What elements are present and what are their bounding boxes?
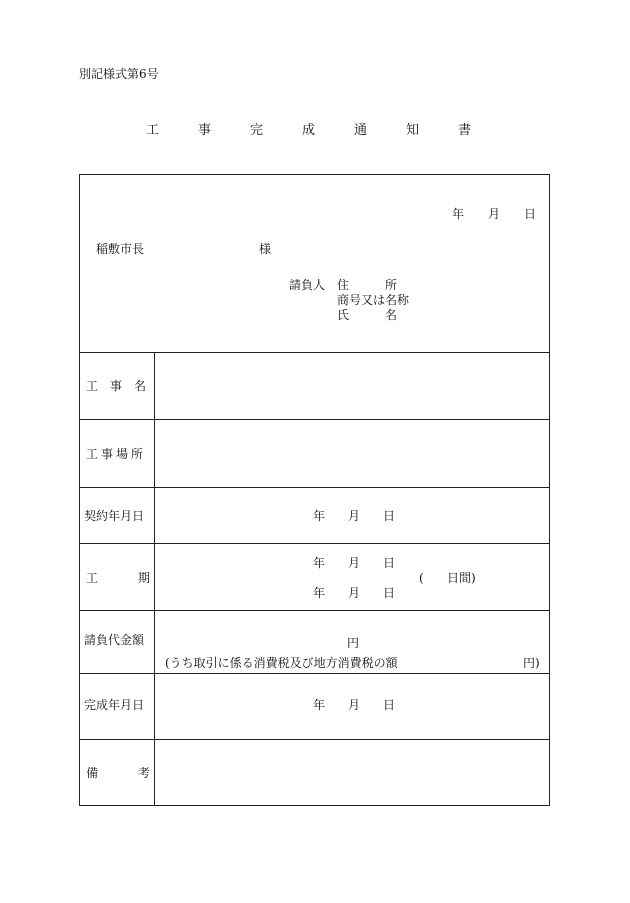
row-divider [79, 419, 550, 420]
row-divider [79, 487, 550, 488]
row-divider [79, 352, 550, 353]
contract-amount-label: 請負代金額 [84, 633, 145, 647]
completion-date-label: 完成年月日 [84, 698, 145, 712]
project-name-label: 工 事 名 [86, 379, 147, 393]
project-location-label: 工事場所 [86, 447, 147, 461]
address-label: 住 所 [337, 278, 398, 292]
period-days-text: 日間) [447, 571, 476, 585]
row-divider [79, 673, 550, 674]
period-end-month: 月 [348, 586, 361, 600]
honorific: 様 [259, 242, 272, 256]
contract-date-year: 年 [313, 509, 326, 523]
header-date-year: 年 [452, 207, 465, 221]
remarks-label-right: 考 [138, 766, 151, 780]
header-date-day: 日 [524, 207, 537, 221]
contract-date-label: 契約年月日 [84, 509, 145, 523]
tax-note: (うち取引に係る消費税及び地方消費税の額 [165, 656, 398, 670]
period-start-day: 日 [383, 556, 396, 570]
completion-date-month: 月 [348, 698, 361, 712]
row-divider [79, 739, 550, 740]
addressee: 稲敷市長 [96, 242, 145, 256]
remarks-label-left: 備 [86, 766, 99, 780]
form-number: 別記様式第6号 [79, 67, 159, 81]
period-days-open: ( [419, 571, 424, 585]
period-label-right: 期 [138, 571, 151, 585]
period-label-left: 工 [86, 571, 99, 585]
contract-date-month: 月 [348, 509, 361, 523]
company-label: 商号又は名称 [337, 293, 410, 307]
row-divider [79, 610, 550, 611]
header-date-month: 月 [488, 207, 501, 221]
contract-amount-yen: 円 [347, 636, 360, 650]
period-start-year: 年 [313, 556, 326, 570]
completion-date-day: 日 [383, 698, 396, 712]
contractor-label: 請負人 [289, 278, 326, 292]
completion-date-year: 年 [313, 698, 326, 712]
document-title: 工 事 完 成 通 知 書 [145, 123, 484, 138]
name-label: 氏 名 [337, 308, 398, 322]
tax-yen: 円) [523, 656, 540, 670]
label-column-divider [154, 352, 155, 806]
contract-date-day: 日 [383, 509, 396, 523]
period-end-year: 年 [313, 586, 326, 600]
row-divider [79, 543, 550, 544]
period-end-day: 日 [383, 586, 396, 600]
period-start-month: 月 [348, 556, 361, 570]
